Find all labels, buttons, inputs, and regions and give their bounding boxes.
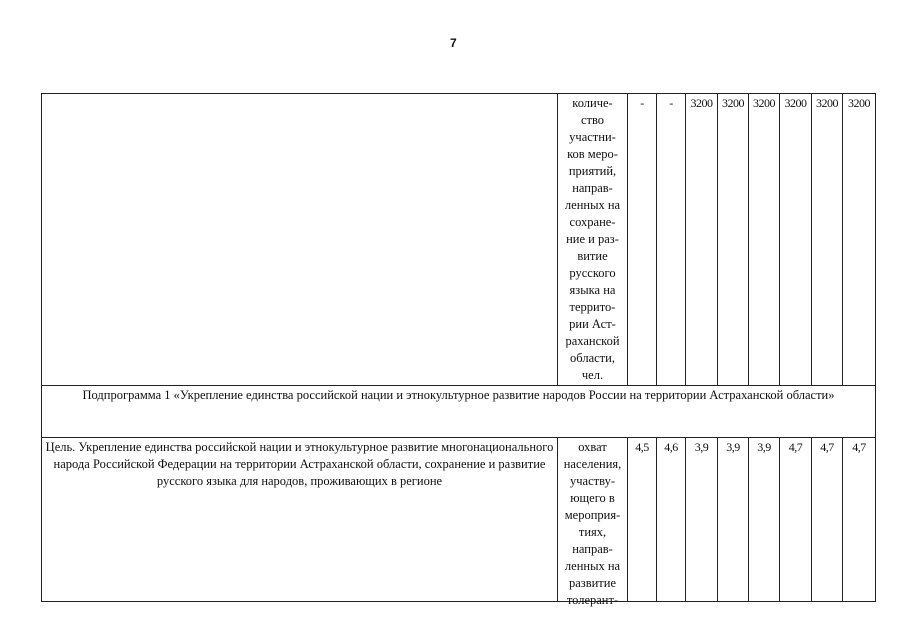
indicator-line: охват [578,440,607,454]
indicator-line: направ- [572,181,613,195]
subprogram-title: Подпрограмма 1 «Укрепление единства российской нации и этнокультурное развитие народов России на территории Астраханской области» [42,386,876,438]
value-cell: 4,7 [843,438,876,602]
indicator-line: раханской [565,334,620,348]
indicator-line: развитие [568,576,617,590]
indicator-line: населения, [563,457,622,471]
indicator-line: ленных на [564,559,621,573]
indicator-line: сохране- [569,215,616,229]
value-cell: 3,9 [686,438,718,602]
value-cell: - [657,94,686,386]
indicator-line: участву- [570,474,615,488]
value-cell: 3200 [780,94,812,386]
value-cell: 3200 [749,94,780,386]
indicator-line: ков меро- [567,147,618,161]
indicator-line: ющего в [570,491,615,505]
indicator-line: тиях, [578,525,607,539]
indicator-line: русского [569,266,616,280]
value-cell: 3200 [718,94,749,386]
value-cell: 4,7 [812,438,843,602]
indicator-line: количе- [572,96,613,110]
page-number: 7 [450,36,457,50]
indicator-line: рии Аст- [569,317,616,331]
indicator-line: области, [570,351,615,365]
indicator-line: толерант- [566,593,619,607]
indicator-line: ленных на [564,198,621,212]
indicator-line: направ- [572,542,613,556]
indicator-cell [558,438,628,607]
indicator-line: языка на [569,283,616,297]
indicators-table [41,93,876,607]
indicator-line: чел. [581,368,604,382]
table-row [42,438,876,602]
indicator-line: террито- [569,300,616,314]
goal-cell: Цель. Укрепление единства российской нации и этнокультурное развитие многонационального народа Российской Федерации на территории Астраханской области, сохранение и развитие русского языка для народов, проживающих в регионе [42,438,558,602]
value-cell: 4,6 [657,438,686,602]
indicator-line: мероприя- [564,508,621,522]
indicator-line: витие [577,249,608,263]
empty-goal-cell [42,94,558,386]
table-row [42,386,876,438]
indicator-line: приятий, [568,164,617,178]
value-cell: 4,7 [780,438,812,602]
table-row [42,94,876,386]
indicator-line: участни- [569,130,616,144]
indicator-cell [558,94,628,386]
value-cell: 3,9 [718,438,749,602]
value-cell: 4,5 [628,438,657,602]
value-cell: 3200 [686,94,718,386]
value-cell: 3,9 [749,438,780,602]
value-cell: 3200 [812,94,843,386]
indicator-line: ство [580,113,605,127]
value-cell: - [628,94,657,386]
indicator-line: ние и раз- [566,232,619,246]
value-cell: 3200 [843,94,876,386]
